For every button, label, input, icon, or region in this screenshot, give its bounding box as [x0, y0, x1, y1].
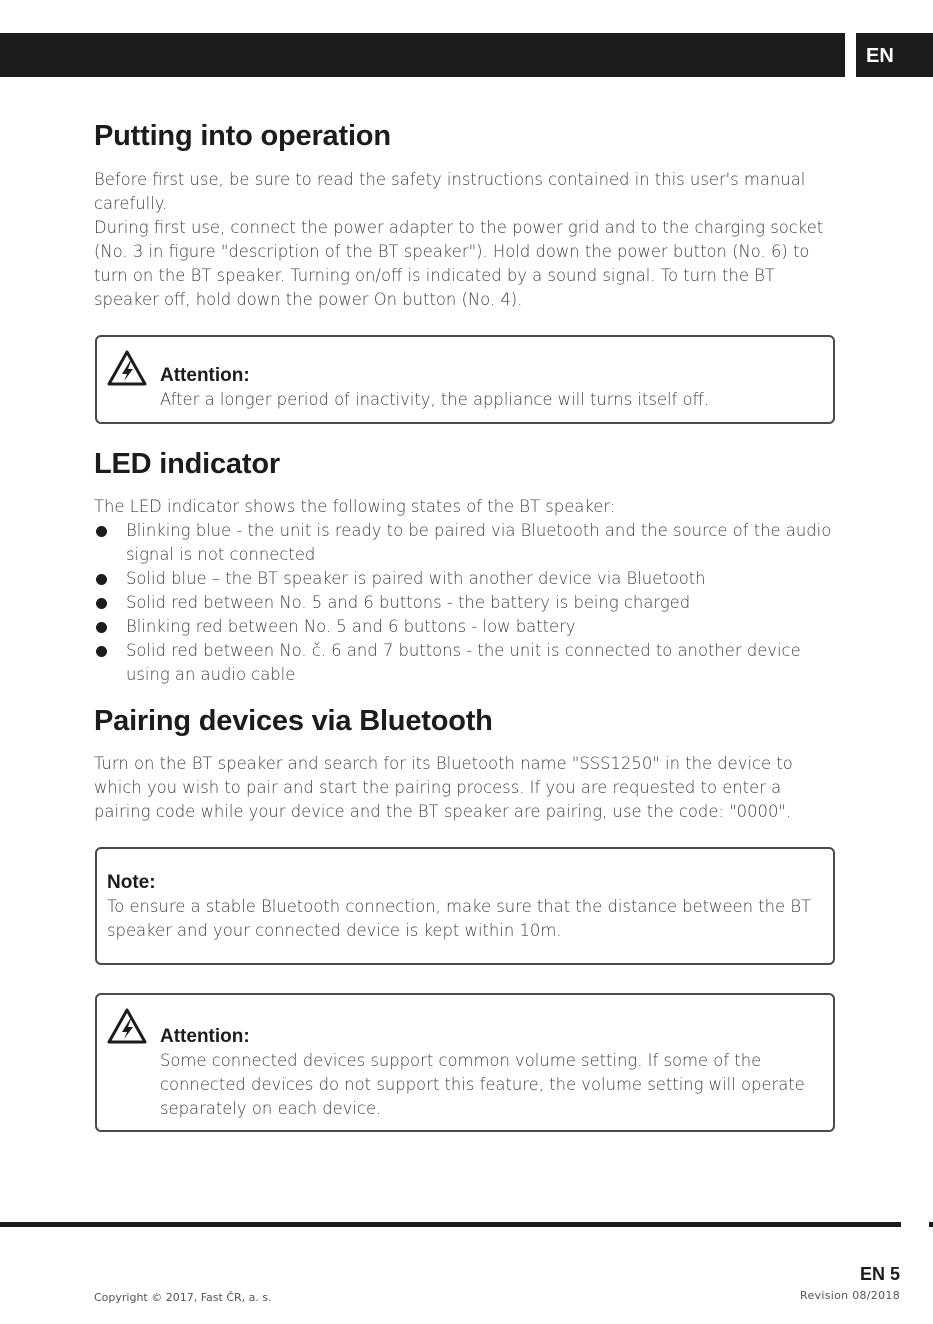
- attention-text: After a longer period of inactivity, the appliance will turns itself off.: [160, 390, 710, 409]
- list-item-text: Solid red between No. č. 6 and 7 buttons - the unit is connected to another device using an audio cable: [126, 641, 801, 684]
- note-box: [95, 847, 835, 965]
- list-item: [94, 567, 839, 591]
- bullet-icon: [96, 598, 107, 609]
- note-title: Note:: [107, 872, 156, 893]
- paragraph: Before first use, be sure to read the safety instructions contained in this user's manual carefully.: [94, 170, 806, 213]
- list-item: [94, 615, 839, 639]
- attention-box: [95, 335, 835, 424]
- paragraph: Turn on the BT speaker and search for its Bluetooth name "SSS1250" in the device to which you wish to pair and start the pairing process. If you are requested to enter a pairing code while your device and the BT speaker are pairing, use the code: "0000".: [94, 754, 793, 821]
- attention-box: [95, 993, 835, 1132]
- attention-text: Some connected devices support common volume setting. If some of the connected devices do not support this feature, the volume setting will operate separately on each device.: [160, 1051, 805, 1118]
- list-item-text: Blinking blue - the unit is ready to be paired via Bluetooth and the source of the audio signal is not connected: [126, 521, 832, 564]
- list-item: [94, 519, 839, 567]
- section-body-putting-into-operation: [94, 168, 829, 312]
- copyright-label: Copyright © 2017, Fast ČR, a. s.: [94, 1291, 272, 1304]
- list-item-text: Blinking red between No. 5 and 6 buttons - low battery: [126, 617, 576, 636]
- bullet-icon: [96, 646, 107, 657]
- page-number: EN 5: [859, 1264, 900, 1284]
- section-title-putting-into-operation: Putting into operation: [94, 120, 391, 152]
- led-intro: [94, 495, 829, 519]
- list-item-text: Solid red between No. 5 and 6 buttons - the battery is being charged: [126, 593, 691, 612]
- attention-title: Attention:: [160, 1026, 250, 1047]
- bullet-icon: [96, 526, 107, 537]
- section-title-pairing: Pairing devices via Bluetooth: [94, 705, 493, 737]
- paragraph: The LED indicator shows the following states of the BT speaker:: [94, 497, 616, 516]
- section-body-pairing: [94, 752, 829, 824]
- warning-icon: [106, 349, 148, 387]
- list-item: [94, 591, 839, 615]
- language-tab: EN: [856, 33, 933, 77]
- footer-rule-tick: [929, 1222, 933, 1227]
- list-item: [94, 639, 839, 687]
- note-text: To ensure a stable Bluetooth connection, make sure that the distance between the BT speaker and your connected device is kept within 10m.: [107, 897, 812, 940]
- attention-title: Attention:: [160, 365, 250, 386]
- revision-label: Revision 08/2018: [800, 1289, 900, 1302]
- header-bar: [0, 33, 845, 77]
- led-state-list: [94, 519, 839, 687]
- paragraph: During first use, connect the power adapter to the power grid and to the charging socket (No. 3 in figure "description of the BT speaker"). Hold down the power button (No. 6) to turn on the BT speaker. Turning on/off is indicated by a sound signal. To turn the BT speaker off, hold down the power On button (No. 4).: [94, 218, 824, 309]
- list-item-text: Solid blue – the BT speaker is paired with another device via Bluetooth: [126, 569, 706, 588]
- footer-rule: [0, 1222, 901, 1227]
- section-title-led-indicator: LED indicator: [94, 448, 280, 480]
- bullet-icon: [96, 622, 107, 633]
- warning-icon: [106, 1007, 148, 1045]
- bullet-icon: [96, 574, 107, 585]
